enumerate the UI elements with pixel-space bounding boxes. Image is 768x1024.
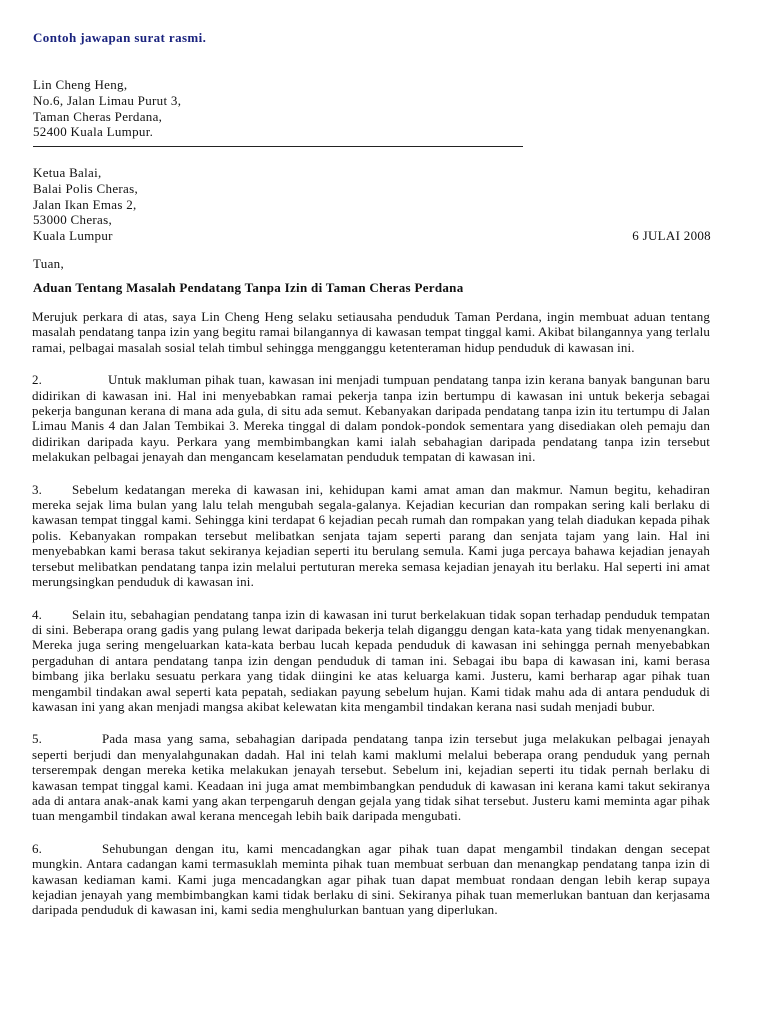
paragraph (32, 482, 710, 590)
paragraph-number: 6. (32, 840, 43, 856)
recipient-address (33, 165, 713, 244)
paragraph-number: 3. (32, 481, 43, 497)
divider (33, 146, 523, 147)
paragraph-text: Selain itu, sebahagian pendatang tanpa izin di kawasan ini turut berkelakuan tidak sopan terhadap penduduk tempatan di sini. Beberapa orang gadis yang pulang lewat daripada bekerja telah diganggu dengan kata-kata yang tidak menyenangkan. Mereka juga sering mengeluarkan kata-kata berbau lucah kepada penduduk di kawasan ini sehingga pernah menyebabkan pergaduhan di antara pendatang tanpa izin dengan penduduk di taman ini. Sebagai ibu bapa di kawasan ini, kami berasa bimbang jika berlaku sesuatu perkara yang tidak diingini ke atas keluarga kami. Justeru, kami berharap agar pihak tuan mengambil tindakan awal seperti kata pepatah, sediakan payung sebelum hujan. Kami tidak mahu ada di antara penduduk di kawasan ini yang akan menjadi mangsa akibat kelewatan kita mengambil tindakan kerana nasi sudah menjadi bubur. (32, 606, 710, 714)
recipient-line: Balai Polis Cheras, (33, 180, 138, 196)
subject-line: Aduan Tentang Masalah Pendatang Tanpa Izin di Taman Cheras Perdana (33, 280, 464, 295)
salutation: Tuan, (33, 256, 65, 271)
paragraph-text: Untuk makluman pihak tuan, kawasan ini menjadi tumpuan pendatang tanpa izin kerana banyak bangunan baru didirikan di kawasan ini. Hal ini menyebabkan ramai pekerja tanpa izin bertumpu di kawasan ini untuk bekerja sebagai pekerja bangunan kerana di mana ada gula, di situ ada semut. Kebanyakan daripada pendatang tanpa izin itu tertumpu di Jalan Limau Manis 4 dan Jalan Tembikai 3. Mereka tinggal di dalam pondok-pondok sementara yang disediakan oleh pemaju dan didirikan daripada kayu. Perkara yang membimbangkan kami ialah sebahagian daripada pendatang tanpa izin tersebut melakukan pelbagai jenayah dan mengancam keselamatan penduduk tempatan di kawasan ini. (32, 372, 710, 465)
paragraph (32, 607, 710, 715)
city-date-row (33, 228, 711, 244)
paragraph-text: Merujuk perkara di atas, saya Lin Cheng Heng selaku setiausaha penduduk Taman Perdana, ingin membuat aduan tentang masalah pendatang tanpa izin yang begitu ramai bilangannya di kawasan tempat tinggal kami. Akibat bilangannya yang terlalu ramai, pelbagai masalah sosial telah timbul sehingga mengganggu ketenteraman hidup penduduk di kawasan ini. (32, 309, 710, 355)
letter-body (32, 309, 710, 935)
paragraph-text: Sebelum kedatangan mereka di kawasan ini, kehidupan kami amat aman dan makmur. Namun begitu, kehadiran mereka sejak lima bulan yang lalu telah mengubah segala-galanya. Kejadian kecurian dan rompakan sering kali berlaku di kawasan tempat tinggal kami. Sehingga kini terdapat 6 kejadian pecah rumah dan rompakan yang telah diadukan kepada pihak polis. Kebanyakan rompakan tersebut melibatkan senjata tajam seperti parang dan senjata tajam yang lain. Hal ini menyebabkan kami berasa takut sekiranya kejadian seperti itu berulang semula. Kami juga percaya bahawa kejadian jenayah tersebut melibatkan pendatang tanpa izin melalui pertuturan mereka semasa kejadian jenayah itu berlaku. Hal seperti ini amat merungsingkan penduduk di kawasan ini. (32, 481, 710, 590)
sender-line: Lin Cheng Heng, (33, 77, 128, 92)
paragraph-text: Pada masa yang sama, sebahagian daripada pendatang tanpa izin tersebut juga melakukan pelbagai jenayah seperti berjudi dan menyalahgunakan dadah. Hal ini telah kami maklumi melalui beberapa orang penduduk yang pernah terserempak dengan mereka ketika melakukan jenayah tersebut. Sebelum ini, kejadian seperti itu tidak pernah berlaku di kawasan tempat tinggal kami. Keadaan ini juga amat membimbangkan penduduk di kawasan ini kerana kami takut sekiranya ada di antara anak-anak kami yang akan terpengaruh dengan gejala yang tidak sihat tersebut. Justeru kami meminta agar pihak tuan mengambil tindakan awal kerana mencegah lebih baik daripada mengubati. (32, 731, 710, 824)
sender-line: Taman Cheras Perdana, (33, 108, 163, 124)
sender-line: No.6, Jalan Limau Purut 3, (33, 92, 182, 108)
paragraph-number: 5. (32, 731, 43, 747)
paragraph-number: 2. (32, 372, 43, 388)
paragraph-text: Sehubungan dengan itu, kami mencadangkan agar pihak tuan dapat mengambil tindakan dengan secepat mungkin. Antara cadangan kami termasuklah meminta pihak tuan membuat serbuan dan menangkap pendatang tanpa izin di kawasan kediaman kami. Kami juga mencadangkan agar pihak tuan dapat membuat rondaan dengan lebih kerap supaya kejadian jenayah yang membimbangkan kami tidak berlaku di sini. Sekiranya pihak tuan memerlukan bantuan dan kerjasama daripada penduduk di kawasan ini, kami sedia menghulurkan bantuan yang diperlukan. (32, 840, 710, 918)
paragraph (32, 372, 710, 464)
paragraph (32, 731, 710, 823)
letter-date: 6 JULAI 2008 (632, 228, 711, 244)
page-title: Contoh jawapan surat rasmi. (33, 30, 207, 45)
paragraph-number: 4. (32, 606, 43, 622)
recipient-line: Ketua Balai, (33, 165, 102, 180)
paragraph (32, 309, 710, 355)
sender-address (33, 77, 181, 140)
paragraph (32, 841, 710, 918)
recipient-line: Jalan Ikan Emas 2, (33, 196, 137, 212)
recipient-line: 53000 Cheras, (33, 212, 112, 228)
sender-line: 52400 Kuala Lumpur. (33, 124, 154, 140)
recipient-city: Kuala Lumpur (33, 228, 113, 244)
